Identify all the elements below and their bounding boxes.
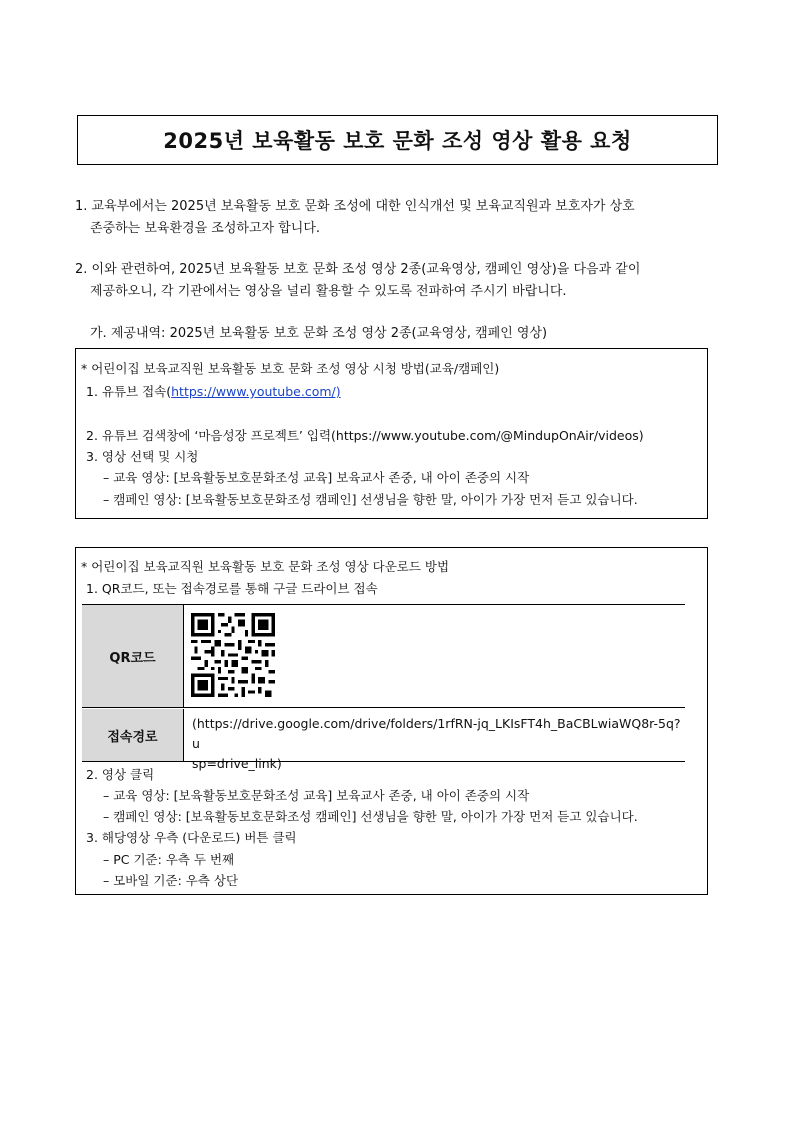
download-step-2: 2. 영상 클릭	[86, 767, 155, 782]
paragraph-1	[75, 196, 718, 240]
table-middle-border	[82, 707, 685, 708]
paragraph-2-line-1: 2. 이와 관련하여, 2025년 보육활동 보호 문화 조성 영상 2종(교육영상, 캠페인 영상)을 다음과 같이	[75, 262, 641, 277]
viewing-heading: * 어린이집 보육교직원 보육활동 보호 문화 조성 영상 시청 방법(교육/캠페인)	[81, 361, 500, 376]
path-label: 접속경로	[107, 729, 158, 745]
page-title: 2025년 보육활동 보호 문화 조성 영상 활용 요청	[163, 129, 632, 153]
download-step-1: 1. QR코드, 또는 접속경로를 통해 구글 드라이브 접속	[86, 581, 378, 596]
download-step-3: 3. 해당영상 우측 (다운로드) 버튼 클릭	[86, 830, 297, 845]
download-heading: * 어린이집 보육교직원 보육활동 보호 문화 조성 영상 다운로드 방법	[81, 559, 450, 574]
qr-label-cell	[82, 605, 184, 707]
viewing-step-1-text: 1. 유튜브 접속(	[86, 384, 172, 399]
download-bullet-pc: – PC 기준: 우측 두 번째	[103, 852, 235, 867]
provision-details: 가. 제공내역: 2025년 보육활동 보호 문화 조성 영상 2종(교육영상, 캠페인 영상)	[90, 326, 548, 341]
viewing-step-3: 3. 영상 선택 및 시청	[86, 449, 199, 464]
path-label-cell	[82, 709, 184, 761]
drive-path-line-1: (https://drive.google.com/drive/folders/1rfRN-jq_LKIsFT4h_BaCBLwiaWQ8r-5q?u	[192, 716, 681, 751]
viewing-bullet-campaign: – 캠페인 영상: [보육활동보호문화조성 캠페인] 선생님을 향한 말, 아이가 가장 먼저 듣고 있습니다.	[103, 492, 638, 507]
qr-path-table	[82, 604, 685, 771]
qr-code-image[interactable]	[191, 613, 275, 697]
viewing-method-box	[75, 348, 708, 519]
paragraph-1-line-1: 1. 교육부에서는 2025년 보육활동 보호 문화 조성에 대한 인식개선 및 보육교직원과 보호자가 상호	[75, 199, 635, 214]
download-bullet-mobile: – 모바일 기준: 우측 상단	[103, 873, 239, 888]
viewing-step-2: 2. 유튜브 검색창에 ‘마음성장 프로젝트’ 입력(https://www.youtube.com/@MindupOnAir/videos)	[86, 428, 644, 443]
drive-path-url[interactable]	[192, 714, 682, 774]
viewing-bullet-education: – 교육 영상: [보육활동보호문화조성 교육] 보육교사 존중, 내 아이 존중의 시작	[103, 470, 530, 485]
youtube-link[interactable]: https://www.youtube.com/)	[171, 384, 341, 399]
paragraph-2-line-2: 제공하오니, 각 기관에서는 영상을 널리 활용할 수 있도록 전파하여 주시기 바랍니다.	[90, 284, 567, 299]
paragraph-1-line-2: 존중하는 보육환경을 조성하고자 합니다.	[90, 221, 321, 236]
paragraph-2	[75, 259, 718, 303]
download-bullet-education: – 교육 영상: [보육활동보호문화조성 교육] 보육교사 존중, 내 아이 존중의 시작	[103, 788, 530, 803]
title-box	[77, 115, 718, 165]
drive-path-line-2: sp=drive_link)	[192, 756, 282, 771]
download-bullet-campaign: – 캠페인 영상: [보육활동보호문화조성 캠페인] 선생님을 향한 말, 아이가 가장 먼저 듣고 있습니다.	[103, 809, 638, 824]
viewing-step-1	[86, 382, 341, 400]
qr-label: QR코드	[109, 650, 156, 666]
table-bottom-border	[82, 761, 685, 762]
